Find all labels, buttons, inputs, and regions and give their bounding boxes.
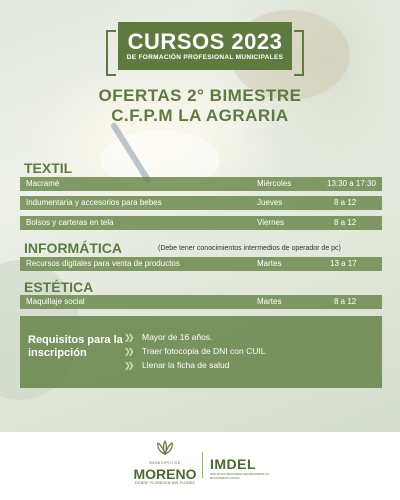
course-time: 8 a 12 — [334, 297, 357, 306]
course-time: 13:30 a 17:30 — [327, 179, 376, 188]
double-chevron-icon: ❯❯ — [124, 347, 132, 356]
poster-subtitle: DE FORMACIÓN PROFESIONAL MUNICIPALES — [126, 54, 284, 61]
title-bracket-right — [294, 30, 304, 76]
course-row — [20, 216, 382, 230]
footer-divider — [202, 452, 203, 478]
course-name: Bolsos y carteras en tela — [26, 218, 114, 227]
section-title-textil: TEXTIL — [24, 160, 73, 176]
flower-logo-icon — [154, 440, 176, 456]
title-bracket-left — [106, 30, 116, 76]
section-title-informatica: INFORMÁTICA — [24, 240, 122, 256]
moreno-tagline: DONDE FLORECEN MIS FLORES — [135, 481, 195, 485]
requirement-item — [124, 358, 265, 372]
imdel-subtitle: INSTITUTO MUNICIPAL DE DESARROLLO ECONÓMICO LOCAL — [210, 472, 269, 480]
headline-offers: OFERTAS 2° BIMESTRE — [98, 86, 302, 105]
course-row — [20, 257, 382, 271]
course-name: Macramé — [26, 179, 60, 188]
course-time: 13 a 17 — [330, 259, 357, 268]
course-day: Martes — [257, 297, 282, 306]
course-day: Martes — [257, 259, 282, 268]
requirement-item — [124, 330, 265, 344]
course-row — [20, 295, 382, 309]
requirement-text: Traer fotocopia de DNI con CUIL — [142, 346, 266, 356]
requirements-title: Requisitos para la inscripción — [28, 334, 123, 359]
moreno-wordmark: MORENO — [133, 466, 197, 482]
double-chevron-icon: ❯❯ — [124, 333, 132, 342]
moreno-logo — [130, 440, 200, 490]
headline-center: C.F.P.M LA AGRARIA — [111, 106, 289, 125]
course-name: Recursos digitales para venta de productos — [26, 259, 180, 268]
imdel-logo: IMDEL — [210, 456, 257, 472]
title-box — [118, 22, 292, 70]
poster-title: CURSOS 2023 — [127, 29, 283, 54]
requirement-text: Llenar la ficha de salud — [142, 360, 230, 370]
course-day: Miércoles — [257, 179, 292, 188]
requirement-text: Mayor de 16 años. — [142, 332, 213, 342]
course-time: 8 a 12 — [334, 198, 357, 207]
informatica-note: (Debe tener conocimientos intermedios de operador de pc) — [158, 245, 341, 252]
requirements-list — [124, 330, 265, 372]
course-name: Indumentaria y accesorios para bebes — [26, 198, 162, 207]
course-name: Maquillaje social — [26, 297, 85, 306]
requirement-item — [124, 344, 265, 358]
section-title-estetica: ESTÉTICA — [24, 279, 94, 295]
course-day: Viernes — [257, 218, 284, 227]
course-time: 8 a 12 — [334, 218, 357, 227]
double-chevron-icon: ❯❯ — [124, 361, 132, 370]
course-row — [20, 177, 382, 191]
course-row — [20, 196, 382, 210]
requirements-box — [20, 316, 382, 388]
moreno-municipio-label: MUNICIPIO DE — [149, 460, 181, 465]
course-day: Jueves — [257, 198, 283, 207]
